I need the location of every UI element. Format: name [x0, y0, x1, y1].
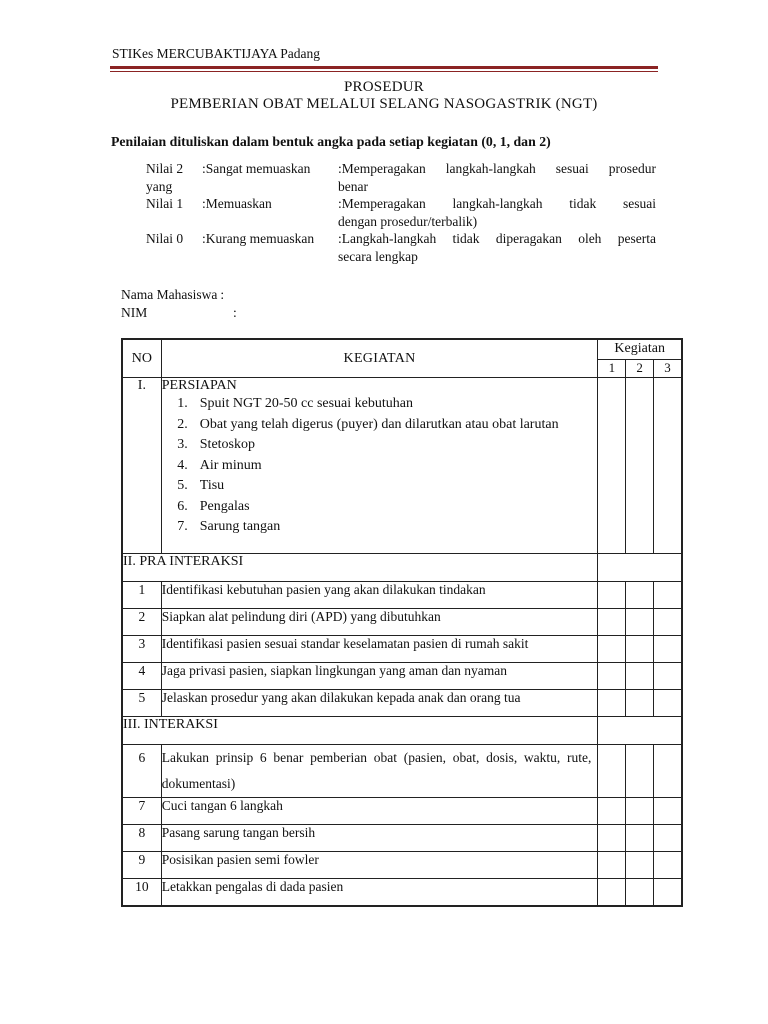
row-number: 7	[122, 798, 161, 825]
grade-value: Nilai 0	[146, 231, 184, 246]
grade-desc-cont: dengan prosedur/terbalik)	[338, 213, 478, 229]
row-number: 6	[122, 745, 161, 798]
score-cell[interactable]	[598, 378, 626, 554]
score-cell[interactable]	[654, 745, 682, 798]
grade-value: Nilai 1	[146, 196, 184, 211]
score-cell[interactable]	[598, 745, 626, 798]
score-cell[interactable]	[626, 798, 654, 825]
score-cell[interactable]	[626, 825, 654, 852]
grade-label: :Kurang memuaskan	[202, 231, 315, 246]
doc-title: PROSEDUR	[344, 79, 424, 95]
grade-row	[146, 230, 656, 248]
grade-desc-cont: secara lengkap	[338, 248, 418, 264]
header-kegiatan: Kegiatan	[598, 339, 682, 359]
score-cell[interactable]	[626, 378, 654, 554]
grade-row	[146, 195, 656, 213]
doc-subtitle: PEMBERIAN OBAT MELALUI SELANG NASOGASTRIK (NGT)	[170, 96, 598, 112]
row-number: 8	[122, 825, 161, 852]
assessment-note: Penilaian dituliskan dalam bentuk angka pada setiap kegiatan (0, 1, dan 2)	[111, 134, 551, 149]
score-cell[interactable]	[598, 609, 626, 636]
row-number: 5	[122, 690, 161, 717]
activity-text: Jelaskan prosedur yang akan dilakukan kepada anak dan orang tua	[161, 690, 598, 717]
header-no: NO	[122, 339, 161, 378]
activity-text: Letakkan pengalas di dada pasien	[161, 879, 598, 906]
score-cell[interactable]	[654, 378, 682, 554]
grade-desc: :Langkah-langkah tidak diperagakan oleh peserta	[338, 231, 656, 246]
score-cell[interactable]	[598, 825, 626, 852]
section-pra-interaksi: II. PRA INTERAKSI	[122, 554, 598, 582]
activity-text: Identifikasi pasien sesuai standar keselamatan pasien di rumah sakit	[161, 636, 598, 663]
student-nim-label: NIM	[121, 304, 148, 320]
score-cell[interactable]	[598, 852, 626, 879]
activity-text: Cuci tangan 6 langkah	[161, 798, 598, 825]
list-item: 7. Sarung tangan	[177, 519, 281, 534]
row-number: 1	[122, 582, 161, 609]
score-cell[interactable]	[626, 636, 654, 663]
score-header-1: 1	[598, 359, 626, 377]
grade-value: Nilai 2	[146, 161, 184, 176]
row-number: 10	[122, 879, 161, 906]
score-cell[interactable]	[654, 582, 682, 609]
list-item: 6. Pengalas	[177, 498, 250, 514]
score-cell[interactable]	[654, 663, 682, 690]
section-score-cell	[598, 717, 682, 745]
grade-label: :Memuaskan	[202, 196, 272, 211]
score-cell[interactable]	[654, 825, 682, 852]
header-rule	[110, 66, 658, 69]
section-score-cell	[598, 554, 682, 582]
procedure-table	[121, 338, 683, 907]
section-title: PERSIAPAN	[161, 378, 237, 393]
score-cell[interactable]	[626, 879, 654, 906]
activity-text: Jaga privasi pasien, siapkan lingkungan yang aman dan nyaman	[161, 663, 598, 690]
score-cell[interactable]	[654, 879, 682, 906]
score-cell[interactable]	[598, 582, 626, 609]
activity-text: Lakukan prinsip 6 benar pemberian obat (pasien, obat, dosis, waktu, rute, dokumentasi)	[161, 745, 598, 798]
header-rule-thin	[110, 71, 658, 72]
score-cell[interactable]	[626, 690, 654, 717]
score-cell[interactable]	[654, 798, 682, 825]
equipment-list	[162, 394, 598, 538]
section-persiapan	[161, 378, 598, 554]
list-item: 3. Stetoskop	[177, 437, 255, 452]
row-number: 9	[122, 852, 161, 879]
score-cell[interactable]	[598, 798, 626, 825]
grade-row-cont	[146, 178, 656, 196]
section-number: I.	[122, 378, 161, 554]
grade-row-cont	[146, 213, 656, 231]
score-cell[interactable]	[626, 663, 654, 690]
score-header-2: 2	[626, 359, 654, 377]
score-cell[interactable]	[626, 582, 654, 609]
score-header-3: 3	[654, 359, 682, 377]
section-interaksi: III. INTERAKSI	[122, 717, 598, 745]
score-cell[interactable]	[626, 609, 654, 636]
score-cell[interactable]	[654, 690, 682, 717]
list-item: 1. Spuit NGT 20-50 cc sesuai kebutuhan	[177, 396, 413, 411]
score-cell[interactable]	[598, 879, 626, 906]
activity-text: Identifikasi kebutuhan pasien yang akan dilakukan tindakan	[161, 582, 598, 609]
list-item: 5. Tisu	[177, 478, 225, 493]
score-cell[interactable]	[598, 663, 626, 690]
grade-desc-cont: benar	[338, 178, 368, 194]
row-number: 2	[122, 609, 161, 636]
activity-text: Pasang sarung tangan bersih	[161, 825, 598, 852]
row-number: 3	[122, 636, 161, 663]
institution-header: STIKes MERCUBAKTIJAYA Padang	[112, 46, 321, 61]
grade-row	[146, 160, 656, 178]
grade-label: :Sangat memuaskan	[202, 161, 311, 176]
student-info	[121, 286, 237, 321]
header-activity: KEGIATAN	[161, 339, 598, 378]
student-name-label: Nama Mahasiswa	[121, 287, 218, 302]
grade-row-cont	[146, 248, 656, 266]
list-item: 2. Obat yang telah digerus (puyer) dan dilarutkan atau obat larutan	[177, 416, 559, 432]
score-cell[interactable]	[626, 745, 654, 798]
score-cell[interactable]	[598, 690, 626, 717]
grade-desc: :Memperagakan langkah-langkah sesuai prosedur	[338, 161, 656, 176]
score-cell[interactable]	[654, 636, 682, 663]
score-cell[interactable]	[598, 636, 626, 663]
grade-value-cont: yang	[146, 178, 173, 194]
grade-desc: :Memperagakan langkah-langkah tidak sesuai	[338, 196, 656, 211]
grade-legend	[146, 160, 656, 265]
score-cell[interactable]	[626, 852, 654, 879]
list-item: 4. Air minum	[177, 457, 262, 473]
row-number: 4	[122, 663, 161, 690]
activity-text: Posisikan pasien semi fowler	[161, 852, 598, 879]
activity-text: Siapkan alat pelindung diri (APD) yang dibutuhkan	[161, 609, 598, 636]
score-cell[interactable]	[654, 852, 682, 879]
score-cell[interactable]	[654, 609, 682, 636]
student-name-field[interactable]: :	[220, 287, 225, 302]
student-nim-field[interactable]: :	[233, 304, 237, 320]
